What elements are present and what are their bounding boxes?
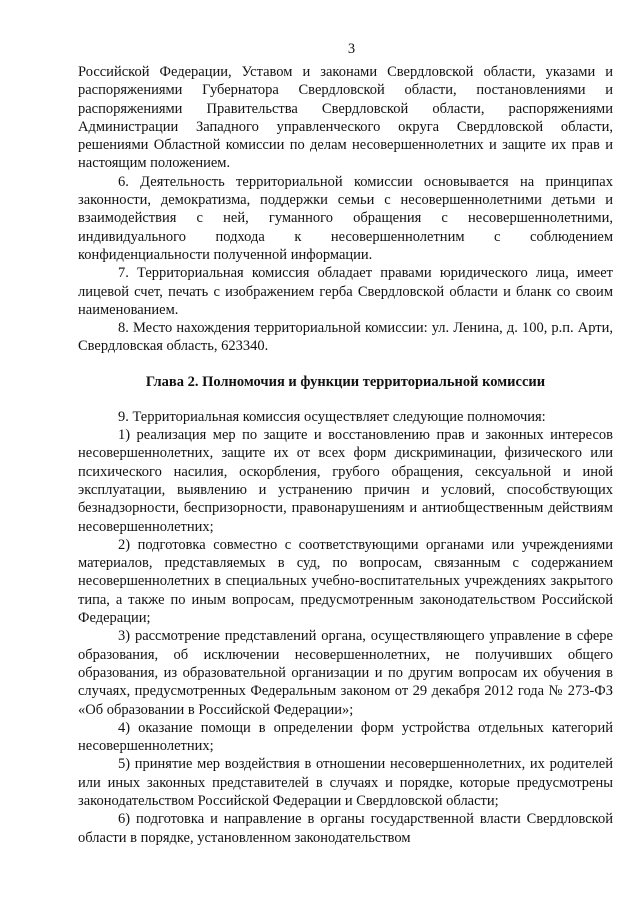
- subitem-4: 4) оказание помощи в определении форм устройства отдельных категорий несовершеннолетних;: [78, 719, 613, 755]
- document-page: [78, 40, 613, 847]
- subitem-6: 6) подготовка и направление в органы государственной власти Свердловской области в порядке, установленном законодательством: [78, 811, 613, 846]
- subitem-1: 1) реализация мер по защите и восстановлению прав и законных интересов несовершеннолетних, защите их от всех форм дискриминации, физического или психического насилия, оскорбления, грубого обращения, сексуальной и иной эксплуатации, выявлению и устранению причин и условий, способствующих безнадзорности, беспризорности, правонарушениям и антиобщественным действиям несовершеннолетних;: [78, 427, 613, 535]
- subitem-3: 3) рассмотрение представлений органа, осуществляющего управление в сфере образования, об исключении несовершеннолетних, не получивших общего образования, из образовательной организации и по другим вопросам их обучения в случаях, предусмотренных Федеральным законом от 29 декабря 2012 года № 273-ФЗ «Об образовании в Российской Федерации»;: [78, 628, 613, 718]
- paragraph-item-6: 6. Деятельность территориальной комиссии основывается на принципах законности, демократизма, поддержки семьи с несовершеннолетними детьми и взаимодействия с ней, гуманного обращения с несовершеннолетними, индивидуального подхода к несовершеннолетним с соблюдением конфиденциальности полученной информации.: [78, 173, 613, 263]
- subitem-2: 2) подготовка совместно с соответствующими органами или учреждениями материалов, представляемых в суд, по вопросам, связанным с содержанием несовершеннолетних в специальных учебно-воспитательных учреждениях закрытого типа, а также по иным вопросам, предусмотренным законодательством Российской Федерации;: [78, 536, 613, 627]
- paragraph-item-9: 9. Территориальная комиссия осуществляет следующие полномочия:: [118, 408, 546, 425]
- subitem-5: 5) принятие мер воздействия в отношении несовершеннолетних, их родителей или иных законных представителей в случаях и порядке, которые предусмотрены законодательством Российской Федерации и Свердловской области;: [78, 756, 613, 809]
- paragraph-continuation: Российской Федерации, Уставом и законами Свердловской области, указами и распоряжениями Губернатора Свердловской области, постановлениями и распоряжениями Правительства Свердловской области, распоряжениями Администрации Западного управленческого округа Свердловской области, решениями Областной комиссии по делам несовершеннолетних и защите их прав и настоящим положением.: [78, 64, 613, 172]
- paragraph-item-7: 7. Территориальная комиссия обладает правами юридического лица, имеет лицевой счет, печать с изображением герба Свердловской области и бланк со своим наименованием.: [78, 265, 613, 318]
- chapter-heading: Глава 2. Полномочия и функции территориальной комиссии: [145, 373, 546, 390]
- page-number: 3: [347, 41, 356, 57]
- paragraph-item-8: 8. Место нахождения территориальной комиссии: ул. Ленина, д. 100, р.п. Арти, Свердловская область, 623340.: [78, 320, 613, 355]
